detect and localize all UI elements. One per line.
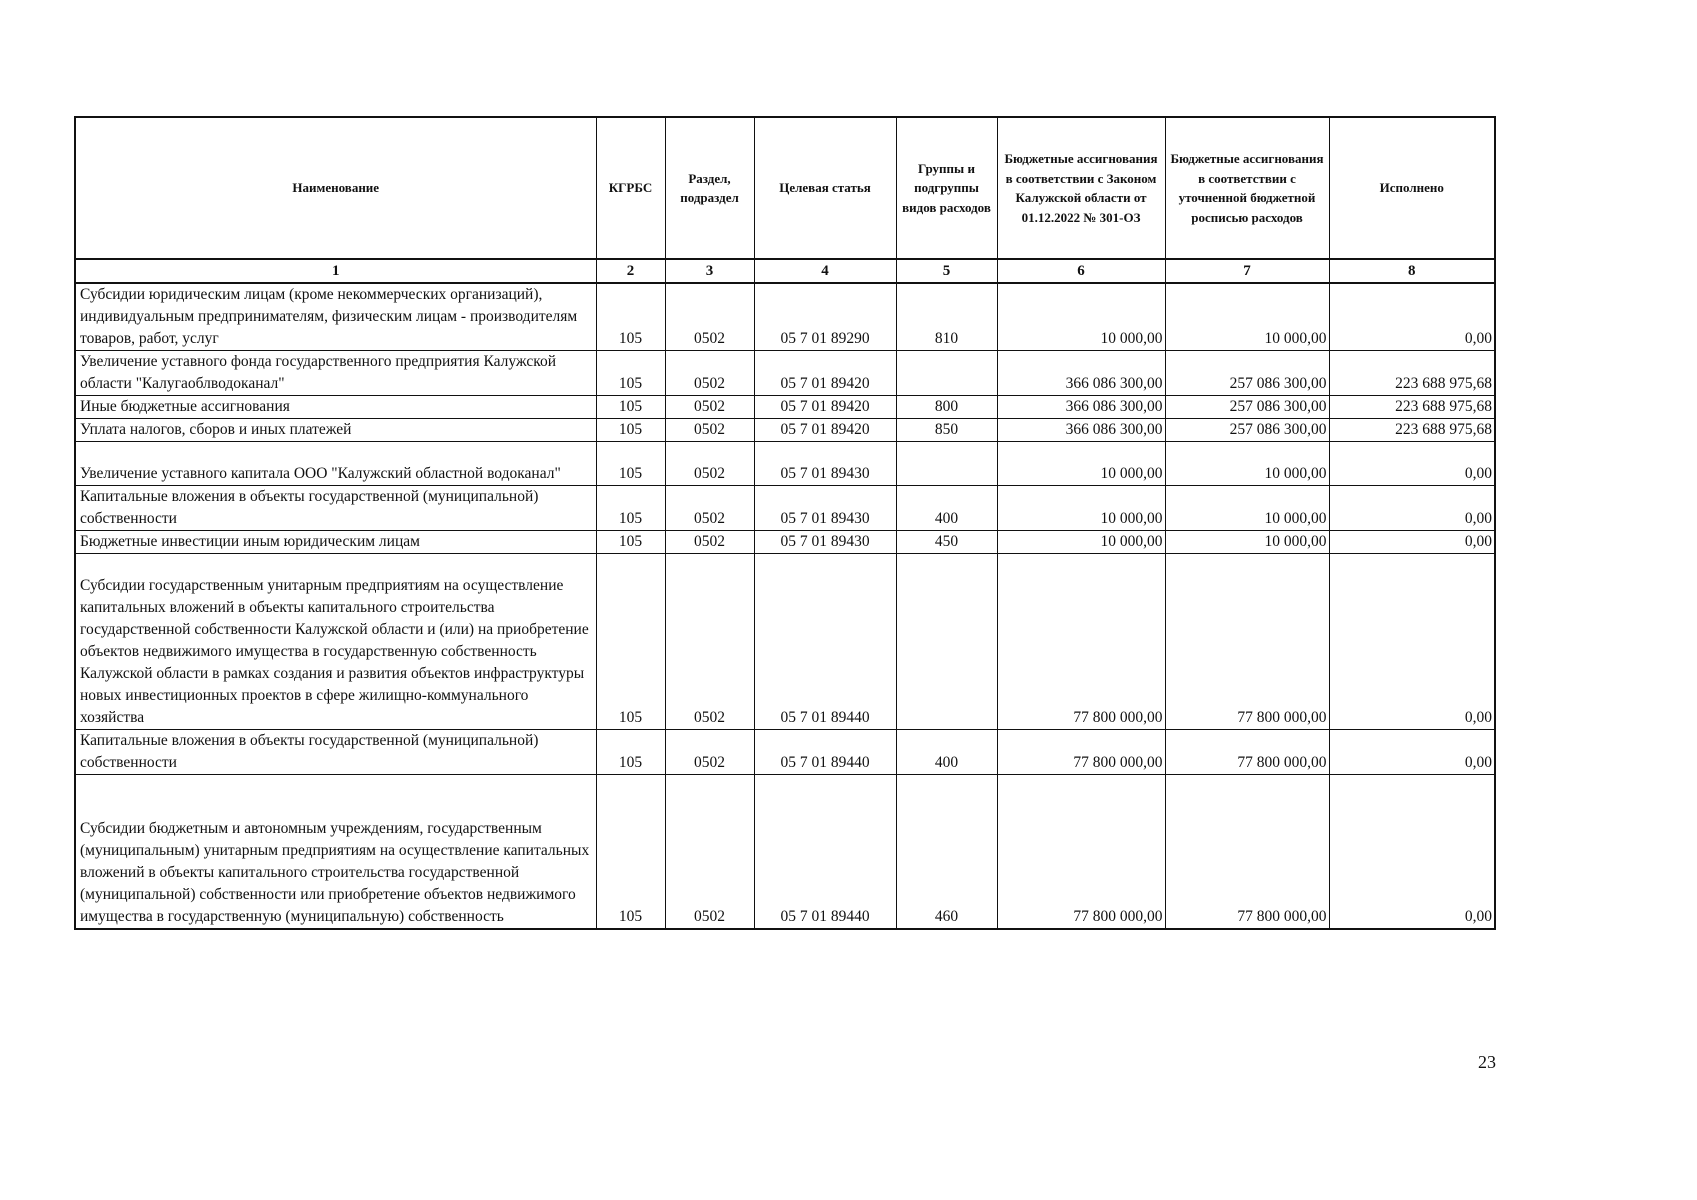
column-number: 8 <box>1329 259 1495 283</box>
row-expense-type: 810 <box>896 283 997 351</box>
page-number: 23 <box>1478 1052 1496 1072</box>
column-number: 5 <box>896 259 997 283</box>
row-section: 0502 <box>665 419 754 442</box>
row-name: Капитальные вложения в объекты государственной (муниципальной) собственности <box>75 486 596 531</box>
row-refined-allocation: 257 086 300,00 <box>1165 396 1329 419</box>
table-row <box>75 396 1495 419</box>
table-row <box>75 554 1495 730</box>
table-row <box>75 442 1495 486</box>
row-executed: 0,00 <box>1329 554 1495 730</box>
row-target-item: 05 7 01 89430 <box>754 442 896 486</box>
row-executed: 0,00 <box>1329 775 1495 929</box>
row-section: 0502 <box>665 396 754 419</box>
table-row <box>75 775 1495 929</box>
row-executed: 0,00 <box>1329 283 1495 351</box>
header-row <box>75 117 1495 259</box>
row-name: Увеличение уставного капитала ООО "Калужский областной водоканал" <box>75 442 596 486</box>
row-target-item: 05 7 01 89420 <box>754 351 896 396</box>
row-refined-allocation: 257 086 300,00 <box>1165 419 1329 442</box>
header-refined-allocations: Бюджетные ассигнования в соответствии с уточненной бюджетной росписью расходов <box>1165 117 1329 259</box>
row-kgrbs: 105 <box>596 419 665 442</box>
row-target-item: 05 7 01 89420 <box>754 396 896 419</box>
header-section: Раздел, подраздел <box>665 117 754 259</box>
header-expense-groups: Группы и подгруппы видов расходов <box>896 117 997 259</box>
row-law-allocation: 366 086 300,00 <box>997 396 1165 419</box>
row-target-item: 05 7 01 89420 <box>754 419 896 442</box>
row-target-item: 05 7 01 89430 <box>754 531 896 554</box>
row-expense-type: 460 <box>896 775 997 929</box>
row-refined-allocation: 77 800 000,00 <box>1165 554 1329 730</box>
row-target-item: 05 7 01 89430 <box>754 486 896 531</box>
column-number: 3 <box>665 259 754 283</box>
row-expense-type: 400 <box>896 486 997 531</box>
row-kgrbs: 105 <box>596 283 665 351</box>
row-name: Субсидии государственным унитарным предприятиям на осуществление капитальных вложений в объекты капитального строительства государственной собственности Калужской области и (или) на приобретение объектов недвижимого имущества в государственную собственность Калужской области в рамках создания и развития объектов инфраструктуры новых инвестиционных проектов в сфере жилищно-коммунального хозяйства <box>75 554 596 730</box>
row-name: Увеличение уставного фонда государственного предприятия Калужской области "Калугаоблводоканал" <box>75 351 596 396</box>
row-refined-allocation: 10 000,00 <box>1165 283 1329 351</box>
row-law-allocation: 10 000,00 <box>997 531 1165 554</box>
row-section: 0502 <box>665 775 754 929</box>
row-expense-type <box>896 554 997 730</box>
row-section: 0502 <box>665 351 754 396</box>
table-body <box>75 283 1495 929</box>
table-row <box>75 730 1495 775</box>
row-expense-type <box>896 351 997 396</box>
row-executed: 0,00 <box>1329 531 1495 554</box>
table-row <box>75 283 1495 351</box>
row-section: 0502 <box>665 486 754 531</box>
row-kgrbs: 105 <box>596 442 665 486</box>
column-number: 7 <box>1165 259 1329 283</box>
row-section: 0502 <box>665 531 754 554</box>
row-executed: 223 688 975,68 <box>1329 351 1495 396</box>
row-name: Субсидии бюджетным и автономным учреждениям, государственным (муниципальным) унитарным предприятиям на осуществление капитальных вложений в объекты капитального строительства государственной (муниципальной) собственности или приобретение объектов недвижимого имущества в государственную (муниципальную) собственность <box>75 775 596 929</box>
row-refined-allocation: 77 800 000,00 <box>1165 775 1329 929</box>
row-executed: 223 688 975,68 <box>1329 419 1495 442</box>
row-executed: 0,00 <box>1329 486 1495 531</box>
row-executed: 0,00 <box>1329 442 1495 486</box>
column-number-row <box>75 259 1495 283</box>
row-kgrbs: 105 <box>596 396 665 419</box>
row-law-allocation: 366 086 300,00 <box>997 351 1165 396</box>
row-law-allocation: 366 086 300,00 <box>997 419 1165 442</box>
row-target-item: 05 7 01 89440 <box>754 775 896 929</box>
table-row <box>75 351 1495 396</box>
row-expense-type: 450 <box>896 531 997 554</box>
row-refined-allocation: 77 800 000,00 <box>1165 730 1329 775</box>
budget-table <box>74 116 1496 930</box>
header-name: Наименование <box>75 117 596 259</box>
row-refined-allocation: 10 000,00 <box>1165 531 1329 554</box>
row-name: Уплата налогов, сборов и иных платежей <box>75 419 596 442</box>
row-law-allocation: 10 000,00 <box>997 486 1165 531</box>
row-law-allocation: 77 800 000,00 <box>997 730 1165 775</box>
row-target-item: 05 7 01 89290 <box>754 283 896 351</box>
row-expense-type <box>896 442 997 486</box>
row-section: 0502 <box>665 442 754 486</box>
row-law-allocation: 77 800 000,00 <box>997 775 1165 929</box>
row-executed: 0,00 <box>1329 730 1495 775</box>
row-name: Капитальные вложения в объекты государственной (муниципальной) собственности <box>75 730 596 775</box>
column-number: 6 <box>997 259 1165 283</box>
column-number: 1 <box>75 259 596 283</box>
row-name: Субсидии юридическим лицам (кроме некоммерческих организаций), индивидуальным предпринимателям, физическим лицам - производителям товаров, работ, услуг <box>75 283 596 351</box>
row-law-allocation: 10 000,00 <box>997 283 1165 351</box>
row-law-allocation: 77 800 000,00 <box>997 554 1165 730</box>
row-refined-allocation: 257 086 300,00 <box>1165 351 1329 396</box>
row-kgrbs: 105 <box>596 730 665 775</box>
table-row <box>75 486 1495 531</box>
row-expense-type: 850 <box>896 419 997 442</box>
column-number: 4 <box>754 259 896 283</box>
header-kgrbs: КГРБС <box>596 117 665 259</box>
row-kgrbs: 105 <box>596 486 665 531</box>
row-law-allocation: 10 000,00 <box>997 442 1165 486</box>
row-section: 0502 <box>665 730 754 775</box>
header-executed: Исполнено <box>1329 117 1495 259</box>
row-section: 0502 <box>665 554 754 730</box>
row-kgrbs: 105 <box>596 531 665 554</box>
row-section: 0502 <box>665 283 754 351</box>
header-target-item: Целевая статья <box>754 117 896 259</box>
row-kgrbs: 105 <box>596 775 665 929</box>
row-executed: 223 688 975,68 <box>1329 396 1495 419</box>
header-law-allocations: Бюджетные ассигнования в соответствии с Законом Калужской области от 01.12.2022 № 301-ОЗ <box>997 117 1165 259</box>
row-kgrbs: 105 <box>596 554 665 730</box>
row-refined-allocation: 10 000,00 <box>1165 442 1329 486</box>
row-kgrbs: 105 <box>596 351 665 396</box>
row-expense-type: 400 <box>896 730 997 775</box>
table-row <box>75 531 1495 554</box>
row-name: Иные бюджетные ассигнования <box>75 396 596 419</box>
row-expense-type: 800 <box>896 396 997 419</box>
row-target-item: 05 7 01 89440 <box>754 730 896 775</box>
row-refined-allocation: 10 000,00 <box>1165 486 1329 531</box>
table-row <box>75 419 1495 442</box>
column-number: 2 <box>596 259 665 283</box>
row-target-item: 05 7 01 89440 <box>754 554 896 730</box>
row-name: Бюджетные инвестиции иным юридическим лицам <box>75 531 596 554</box>
